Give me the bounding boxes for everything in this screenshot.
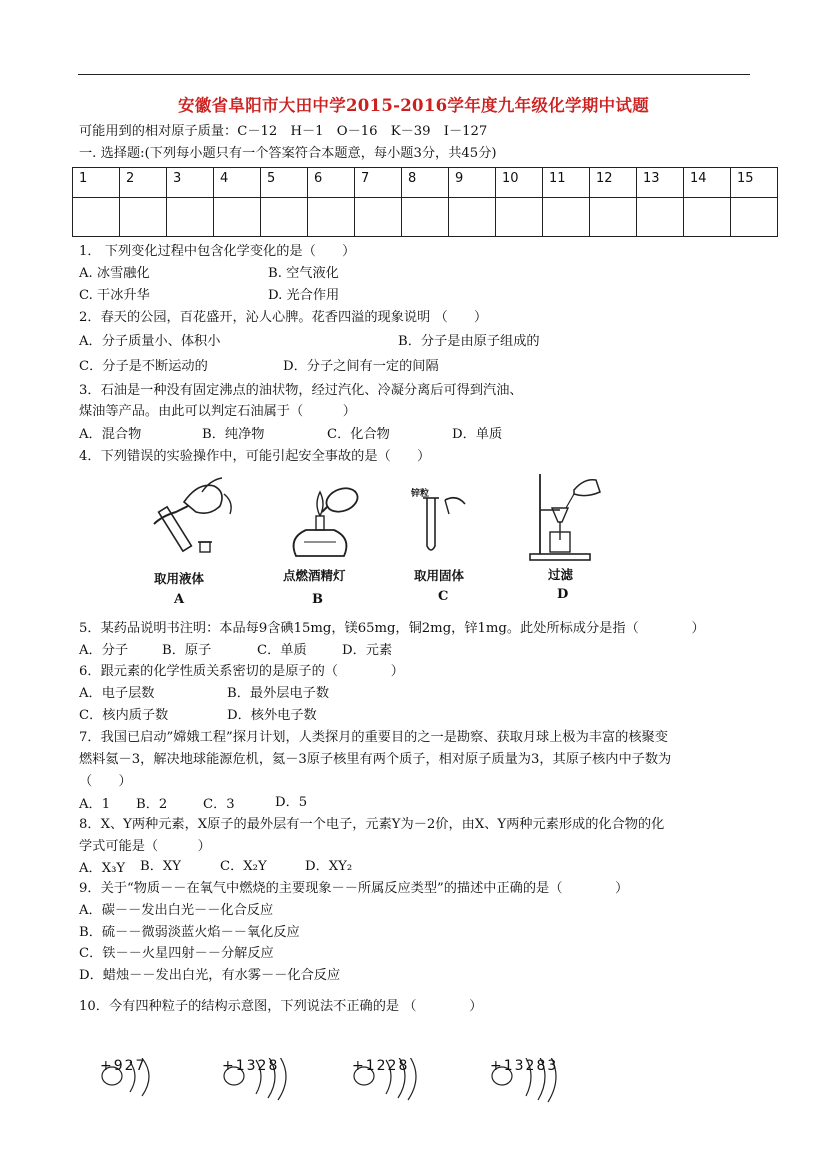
answer-cell-header: 6 <box>308 168 355 198</box>
figure-d-filtration <box>526 470 616 562</box>
q6-option-b: B．最外层电子数 <box>227 686 330 701</box>
q7-option-c: C．3 <box>203 797 235 812</box>
answer-cell[interactable] <box>543 198 590 237</box>
answer-cell-header: 5 <box>261 168 308 198</box>
q9-option-d: D．蜡烛－－发出白光，有水雾－－化合反应 <box>79 968 341 983</box>
particle-diagram-2 <box>222 1058 352 1108</box>
answer-cell[interactable] <box>590 198 637 237</box>
atomic-masses: 可能用到的相对原子质量：C－12 H－1 O－16 K－39 I－127 <box>79 124 488 139</box>
q9-option-b: B．硫－－微弱淡蓝火焰－－氧化反应 <box>79 925 300 940</box>
answer-cell-header: 8 <box>402 168 449 198</box>
q5-option-d: D．元素 <box>342 643 393 658</box>
answer-cell-header: 10 <box>496 168 543 198</box>
q1-option-b: B. 空气液化 <box>268 266 339 281</box>
answer-cell-header: 12 <box>590 168 637 198</box>
q2-option-c: C．分子是不断运动的 <box>79 359 208 374</box>
answer-cell-header: 4 <box>214 168 261 198</box>
q10-stem: 10．今有四种粒子的结构示意图，下列说法不正确的是 （ ） <box>79 999 483 1014</box>
q9-option-c: C．铁－－火星四射－－分解反应 <box>79 946 274 961</box>
zinc-label: 锌粒 <box>411 489 430 499</box>
particle-label-2: +1328 <box>222 1058 280 1074</box>
particle-diagram-4 <box>490 1058 620 1108</box>
answer-cell[interactable] <box>684 198 731 237</box>
q9-stem: 9．关于“物质－－在氧气中燃烧的主要现象－－所属反应类型”的描述中正确的是（ ） <box>79 881 629 896</box>
q7-option-b: B．2 <box>136 797 168 812</box>
q6-option-c: C．核内质子数 <box>79 708 169 723</box>
answer-cell[interactable] <box>402 198 449 237</box>
figure-d-caption: 过滤 <box>548 567 574 582</box>
answer-cell-header: 2 <box>120 168 167 198</box>
q3-option-d: D．单质 <box>452 427 503 442</box>
answer-cell-header: 13 <box>637 168 684 198</box>
page-title: 安徽省阜阳市大田中学2015-2016学年度九年级化学期中试题 <box>178 96 649 115</box>
figure-b-caption: 点燃酒精灯 <box>283 568 346 583</box>
answer-cell-header: 9 <box>449 168 496 198</box>
answer-cell-header: 15 <box>731 168 778 198</box>
q5-stem: 5．某药品说明书注明：本品每9含碘15mg，镁65mg，铜2mg，锌1mg。此处所标成分是指（ ） <box>79 621 705 636</box>
answer-cell[interactable] <box>731 198 778 237</box>
answer-cell-header: 11 <box>543 168 590 198</box>
figure-c-letter: C <box>438 589 449 604</box>
figure-a-letter: A <box>174 592 185 607</box>
q8-option-c: C．X₂Y <box>220 859 267 874</box>
q2-stem: 2．春天的公园，百花盛开，沁人心脾。花香四溢的现象说明 （ ） <box>79 310 488 325</box>
q7-stem-line3: （ ） <box>79 774 132 789</box>
q1-option-a: A. 冰雪融化 <box>79 266 150 281</box>
q5-option-c: C．单质 <box>257 643 307 658</box>
q6-stem: 6．跟元素的化学性质关系密切的是原子的（ ） <box>79 664 404 679</box>
q3-option-b: B．纯净物 <box>202 427 265 442</box>
q7-option-d: D．5 <box>275 795 308 810</box>
q9-option-a: A．碳－－发出白光－－化合反应 <box>79 903 274 918</box>
q1-option-c: C. 干冰升华 <box>79 288 150 303</box>
answer-cell-header: 7 <box>355 168 402 198</box>
q2-option-d: D．分子之间有一定的间隔 <box>283 359 439 374</box>
q5-option-b: B．原子 <box>162 643 212 658</box>
answer-cell-header: 1 <box>73 168 120 198</box>
q8-stem-line1: 8．X、Y两种元素，X原子的最外层有一个电子，元素Y为－2价，由X、Y两种元素形成的化合物的化 <box>79 817 665 832</box>
answer-table <box>72 167 778 237</box>
answer-cell-header: 14 <box>684 168 731 198</box>
q6-option-d: D．核外电子数 <box>227 708 317 723</box>
particle-label-1: +927 <box>100 1058 147 1074</box>
q1-stem: 1． 下列变化过程中包含化学变化的是（ ） <box>79 244 356 259</box>
q5-option-a: A．分子 <box>79 643 129 658</box>
answer-cell[interactable] <box>73 198 120 237</box>
q8-stem-line2: 学式可能是（ ） <box>79 839 211 854</box>
figure-b-letter: B <box>312 592 323 607</box>
q2-option-b: B．分子是由原子组成的 <box>398 334 540 349</box>
answer-cell[interactable] <box>261 198 308 237</box>
particle-diagram-3 <box>352 1058 482 1108</box>
particle-label-3: +1228 <box>352 1058 410 1074</box>
header-rule <box>78 74 750 75</box>
answer-cell[interactable] <box>496 198 543 237</box>
answer-cell[interactable] <box>167 198 214 237</box>
answer-cell[interactable] <box>637 198 684 237</box>
figure-b-lighting-lamp <box>278 478 368 563</box>
particle-label-4: +13283 <box>490 1058 559 1074</box>
answer-cell-header: 3 <box>167 168 214 198</box>
answer-cell[interactable] <box>355 198 402 237</box>
particle-diagram-1 <box>100 1058 230 1108</box>
figure-a-caption: 取用液体 <box>154 571 205 586</box>
q2-option-a: A．分子质量小、体积小 <box>79 334 221 349</box>
q6-option-a: A．电子层数 <box>79 686 155 701</box>
q3-option-c: C．化合物 <box>327 427 390 442</box>
q3-option-a: A．混合物 <box>79 427 142 442</box>
q3-stem-line1: 3．石油是一种没有固定沸点的油状物，经过汽化、冷凝分离后可得到汽油、 <box>79 383 523 398</box>
q8-option-a: A．X₃Y <box>79 861 126 876</box>
q7-stem-line2: 燃料氦－3，解决地球能源危机，氦－3原子核里有两个质子，相对原子质量为3，其原子核内中子数为 <box>79 752 672 767</box>
answer-cell[interactable] <box>308 198 355 237</box>
answer-cell[interactable] <box>214 198 261 237</box>
q8-option-b: B．XY <box>140 859 181 874</box>
q7-option-a: A．1 <box>79 797 111 812</box>
figure-d-letter: D <box>557 587 569 602</box>
q8-option-d: D．XY₂ <box>305 859 353 874</box>
answer-cell[interactable] <box>120 198 167 237</box>
figure-a-pouring-liquid <box>140 472 240 562</box>
q1-option-d: D. 光合作用 <box>268 288 340 303</box>
q7-stem-line1: 7．我国已启动”嫦娥工程”探月计划，人类探月的重要目的之一是勘察、获取月球上极为丰富的核聚变 <box>79 730 668 745</box>
q3-stem-line2: 煤油等产品。由此可以判定石油属于（ ） <box>79 404 356 419</box>
answer-cell[interactable] <box>449 198 496 237</box>
q4-stem: 4．下列错误的实验操作中，可能引起安全事故的是（ ） <box>79 449 431 464</box>
figure-c-caption: 取用固体 <box>414 568 465 583</box>
section-heading: 一. 选择题:(下列每小题只有一个答案符合本题意，每小题3分，共45分) <box>79 146 497 161</box>
